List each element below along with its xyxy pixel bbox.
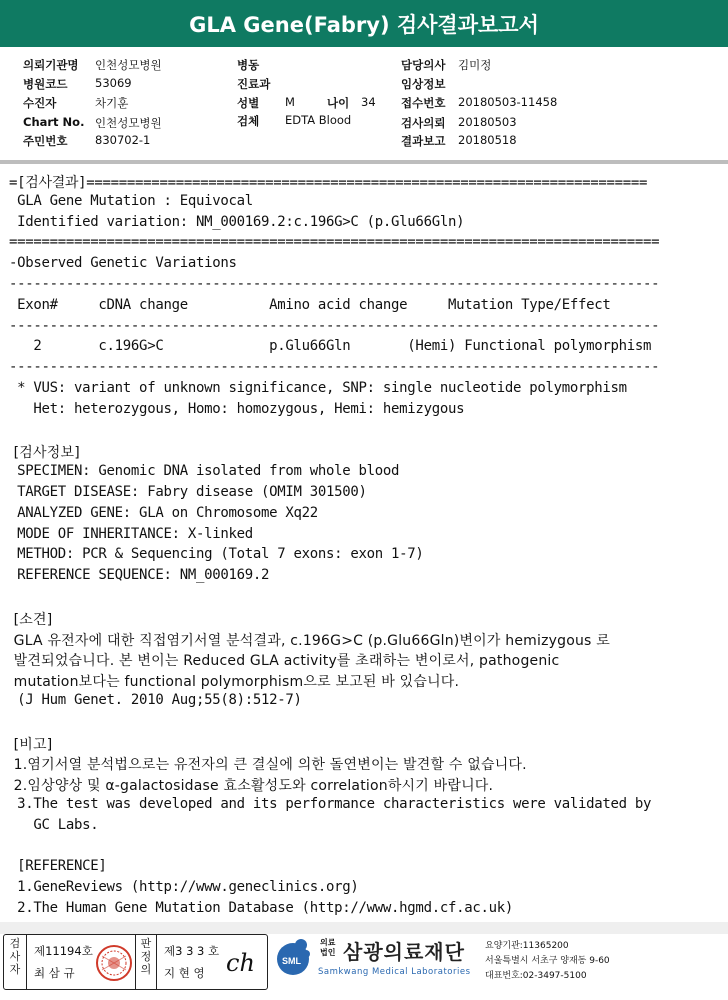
institution-value: 인천성모병원 bbox=[95, 58, 162, 72]
report-line: 2.임상양상 및 α-galactosidase 효소활성도와 correlation하시기 바랍니다. bbox=[9, 778, 494, 795]
sex-label: 성별 bbox=[237, 96, 260, 110]
report-line: METHOD: PCR & Sequencing (Total 7 exons: exon 1-7) bbox=[9, 546, 424, 563]
report-line: ================================================================================ bbox=[9, 234, 660, 251]
report-title-bar bbox=[0, 0, 728, 47]
hospital-code-label: 병원코드 bbox=[23, 77, 68, 91]
clinical-info-label: 임상정보 bbox=[401, 77, 446, 91]
specimen-label: 검체 bbox=[237, 114, 260, 128]
signature-box-divider bbox=[135, 935, 136, 989]
doctor-label: 담당의사 bbox=[401, 58, 446, 72]
report-line: [REFERENCE] bbox=[9, 858, 107, 875]
report-line: GLA 유전자에 대한 직접염기서열 분석결과, c.196G>C (p.Glu66Gln)변이가 hemizygous 로 bbox=[9, 632, 610, 649]
report-line: 발견되었습니다. 본 변이는 Reduced GLA activity를 초래하는 변이로서, pathogenic bbox=[9, 653, 560, 670]
org-name: 삼광의료재단 bbox=[343, 940, 465, 964]
report-line: mutation보다는 functional polymorphism으로 보고된 바 있습니다. bbox=[9, 674, 460, 691]
confirmer-license: 제3 3 3 호 bbox=[164, 944, 220, 958]
report-line: Exon# cDNA change Amino acid change Mutation Type/Effect bbox=[9, 296, 611, 313]
report-line: 3.The test was developed and its performance characteristics were validated by bbox=[9, 796, 652, 812]
inspector-label: 검사자 bbox=[9, 937, 21, 976]
org-name-english: Samkwang Medical Laboratories bbox=[318, 967, 471, 977]
signature-box-divider bbox=[26, 935, 27, 989]
doctor-value: 김미정 bbox=[458, 58, 492, 72]
signature-box bbox=[3, 934, 268, 990]
confirmer-signature: ch bbox=[226, 949, 255, 977]
report-line: GLA Gene Mutation : Equivocal bbox=[9, 192, 253, 209]
confirmer-label: 판정의 bbox=[140, 937, 152, 976]
report-line: -------------------------------------------------------------------------------- bbox=[9, 359, 660, 376]
report-line: Het: heterozygous, Homo: homozygous, Hemi: hemizygous bbox=[9, 400, 465, 417]
report-line: -Observed Genetic Variations bbox=[9, 255, 237, 272]
inspector-seal-stamp bbox=[95, 944, 133, 982]
request-date-label: 검사의뢰 bbox=[401, 116, 446, 130]
sml-logo-text: SML bbox=[282, 956, 301, 966]
org-prefix-bottom: 법인 bbox=[320, 948, 336, 957]
request-date-value: 20180503 bbox=[458, 115, 517, 129]
report-line: [검사정보] bbox=[9, 445, 80, 462]
report-line: GC Labs. bbox=[9, 816, 99, 833]
care-code: 요양기관:11365200 bbox=[485, 941, 569, 951]
resident-no-value: 830702-1 bbox=[95, 133, 151, 147]
report-line: [비고] bbox=[9, 736, 53, 753]
resident-no-label: 주민번호 bbox=[23, 134, 68, 148]
department-label: 진료과 bbox=[237, 77, 271, 91]
age-value: 34 bbox=[361, 95, 376, 109]
specimen-value: EDTA Blood bbox=[285, 113, 352, 127]
report-line: [소견] bbox=[9, 611, 53, 628]
report-line: =[검사결과]===================================================================== bbox=[9, 175, 648, 191]
report-line: MODE OF INHERITANCE: X-linked bbox=[9, 525, 253, 542]
report-line: (J Hum Genet. 2010 Aug;55(8):512-7) bbox=[9, 692, 302, 708]
ward-label: 병동 bbox=[237, 58, 260, 72]
report-title: GLA Gene(Fabry) 검사결과보고서 bbox=[189, 12, 539, 37]
report-line: -------------------------------------------------------------------------------- bbox=[9, 317, 660, 334]
report-line: TARGET DISEASE: Fabry disease (OMIM 301500) bbox=[9, 484, 367, 500]
report-line: REFERENCE SEQUENCE: NM_000169.2 bbox=[9, 567, 270, 584]
sex-value: M bbox=[285, 95, 295, 109]
report-date-label: 결과보고 bbox=[401, 134, 446, 148]
org-prefix-top: 의료 bbox=[320, 938, 336, 947]
org-phone: 대표번호:02-3497-5100 bbox=[485, 971, 587, 981]
institution-label: 의뢰기관명 bbox=[23, 58, 79, 72]
age-label: 나이 bbox=[327, 96, 350, 110]
signature-box-divider bbox=[156, 935, 157, 989]
chart-no-value: 인천성모병원 bbox=[95, 116, 162, 130]
patient-value: 차기훈 bbox=[95, 96, 129, 110]
report-date-value: 20180518 bbox=[458, 133, 517, 147]
report-line: 1.GeneReviews (http://www.geneclinics.org) bbox=[9, 879, 359, 896]
patient-info-header bbox=[0, 47, 728, 164]
report-body bbox=[0, 164, 728, 922]
report-line: -------------------------------------------------------------------------------- bbox=[9, 276, 660, 292]
report-line: 2 c.196G>C p.Glu66Gln (Hemi) Functional polymorphism bbox=[9, 338, 652, 355]
receipt-no-value: 20180503-11458 bbox=[458, 95, 558, 109]
report-line: 1.염기서열 분석법으로는 유전자의 큰 결실에 의한 돌연변이는 발견할 수 없습니다. bbox=[9, 757, 527, 774]
inspector-name: 최 삼 규 bbox=[34, 966, 75, 980]
receipt-no-label: 접수번호 bbox=[401, 96, 446, 110]
report-line: 2.The Human Gene Mutation Database (http://www.hgmd.cf.ac.uk) bbox=[9, 900, 513, 916]
report-footer bbox=[0, 934, 728, 1000]
footer-divider bbox=[0, 922, 728, 934]
report-line: ANALYZED GENE: GLA on Chromosome Xq22 bbox=[9, 504, 318, 521]
report-line: SPECIMEN: Genomic DNA isolated from whole blood bbox=[9, 463, 400, 480]
patient-label: 수진자 bbox=[23, 96, 57, 110]
chart-no-label: Chart No. bbox=[23, 115, 85, 129]
org-prefix bbox=[320, 938, 335, 958]
inspector-license: 제11194호 bbox=[34, 944, 93, 958]
report-line: Identified variation: NM_000169.2:c.196G>C (p.Glu66Gln) bbox=[9, 213, 465, 230]
report-line: * VUS: variant of unknown significance, SNP: single nucleotide polymorphism bbox=[9, 380, 627, 396]
confirmer-name: 지 현 영 bbox=[164, 966, 205, 980]
hospital-code-value: 53069 bbox=[95, 76, 132, 90]
org-address: 서울특별시 서초구 양재동 9-60 bbox=[485, 956, 610, 966]
sml-logo-icon bbox=[270, 936, 316, 982]
